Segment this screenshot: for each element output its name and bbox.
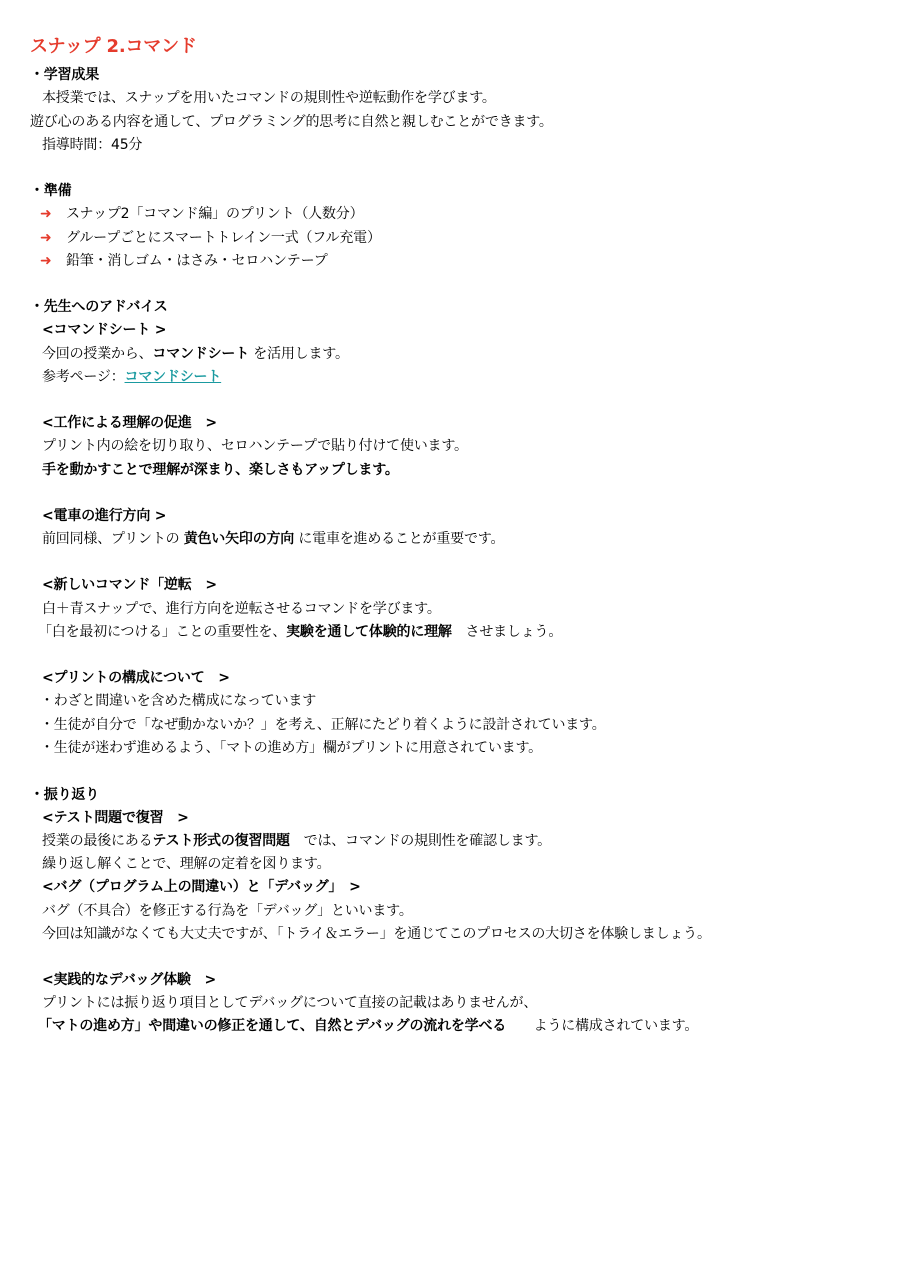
emphasis-text: 「マトの進め方」や間違いの修正を通して、自然とデバッグの流れを学べる xyxy=(38,1018,507,1034)
command-sheet-link[interactable]: コマンドシート xyxy=(124,369,222,385)
direction-line xyxy=(42,530,504,548)
prep-item-label: グループごとにスマートトレイン一式（フル充電） xyxy=(66,230,381,246)
arrow-right-icon: ➜ xyxy=(40,206,52,222)
reverse-line: 白＋青スナップで、進行方向を逆転させるコマンドを学びます。 xyxy=(42,601,441,617)
list-item xyxy=(40,229,381,247)
test-line: 繰り返し解くことで、理解の定着を図ります。 xyxy=(42,856,331,872)
command-sheet-heading: <コマンドシート > xyxy=(42,322,167,338)
crafting-emphasis: 手を動かすことで理解が深まり、楽しさもアップします。 xyxy=(42,462,399,478)
reference-label: 参考ページ： xyxy=(42,369,125,385)
text-segment: では、コマンドの規則性を確認します。 xyxy=(289,833,551,849)
emphasis-text: テスト形式の復習問題 xyxy=(152,833,290,849)
text-segment: を活用します。 xyxy=(249,346,349,362)
text-segment: に電車を進めることが重要です。 xyxy=(294,531,505,547)
bug-line: 今回は知識がなくても大丈夫ですが、「トライ＆エラー」を通じてこのプロセスの大切さを体験しましょう。 xyxy=(42,926,711,942)
test-heading: <テスト問題で復習 > xyxy=(42,810,189,826)
crafting-heading: <工作による理解の促進 > xyxy=(42,415,217,431)
advice-heading: ・先生へのアドバイス xyxy=(30,299,168,315)
list-item: ・生徒が自分で「なぜ動かないか？」を考え、正解にたどり着くように設計されています。 xyxy=(40,717,606,733)
review-heading: ・振り返り xyxy=(30,787,99,803)
text-segment: 今回の授業から、 xyxy=(42,346,153,362)
print-structure-heading: <プリントの構成について > xyxy=(42,670,230,686)
emphasis-text: 実験を通して体験的に理解 xyxy=(286,624,452,640)
text-segment: させましょう。 xyxy=(451,624,563,640)
text-segment: 授業の最後にある xyxy=(42,833,153,849)
prep-item-label: スナップ2「コマンド編」のプリント（人数分） xyxy=(66,206,364,222)
reverse-line xyxy=(38,623,562,641)
learning-heading: ・学習成果 xyxy=(30,67,99,83)
page-title: スナップ 2.コマンド xyxy=(30,36,197,57)
practical-heading: <実践的なデバッグ体験 > xyxy=(42,972,217,988)
text-segment: 「白を最初につける」ことの重要性を、 xyxy=(38,624,287,640)
reference-line xyxy=(42,368,221,386)
list-item: ・わざと間違いを含めた構成になっています xyxy=(40,693,316,709)
list-item xyxy=(40,252,328,270)
text-segment: ように構成されています。 xyxy=(506,1018,699,1034)
arrow-right-icon: ➜ xyxy=(40,253,52,269)
lesson-time: 指導時間：45分 xyxy=(42,137,143,153)
emphasis-text: コマンドシート xyxy=(152,346,250,362)
command-sheet-line xyxy=(42,345,349,363)
practical-line xyxy=(38,1017,698,1035)
arrow-right-icon: ➜ xyxy=(40,230,52,246)
bug-line: バグ（不具合）を修正する行為を「デバッグ」といいます。 xyxy=(42,903,413,919)
bug-heading: <バグ（プログラム上の間違い）と「デバッグ」 > xyxy=(42,879,361,895)
prep-heading: ・準備 xyxy=(30,183,72,199)
direction-heading: <電車の進行方向 > xyxy=(42,508,167,524)
reverse-heading: <新しいコマンド「逆転 > xyxy=(42,577,217,593)
list-item: ・生徒が迷わず進めるよう、「マトの進め方」欄がプリントに用意されています。 xyxy=(40,740,542,756)
prep-item-label: 鉛筆・消しゴム・はさみ・セロハンテープ xyxy=(66,253,328,269)
list-item xyxy=(40,205,363,223)
practical-line: プリントには振り返り項目としてデバッグについて直接の記載はありませんが、 xyxy=(42,995,538,1011)
emphasis-text: 黄色い矢印の方向 xyxy=(183,531,295,547)
text-segment: 前回同様、プリントの xyxy=(42,531,184,547)
test-line xyxy=(42,832,551,850)
learning-line: 遊び心のある内容を通して、プログラミング的思考に自然と親しむことができます。 xyxy=(30,114,553,130)
crafting-line: プリント内の絵を切り取り、セロハンテープで貼り付けて使います。 xyxy=(42,438,468,454)
learning-line: 本授業では、スナップを用いたコマンドの規則性や逆転動作を学びます。 xyxy=(42,90,496,106)
